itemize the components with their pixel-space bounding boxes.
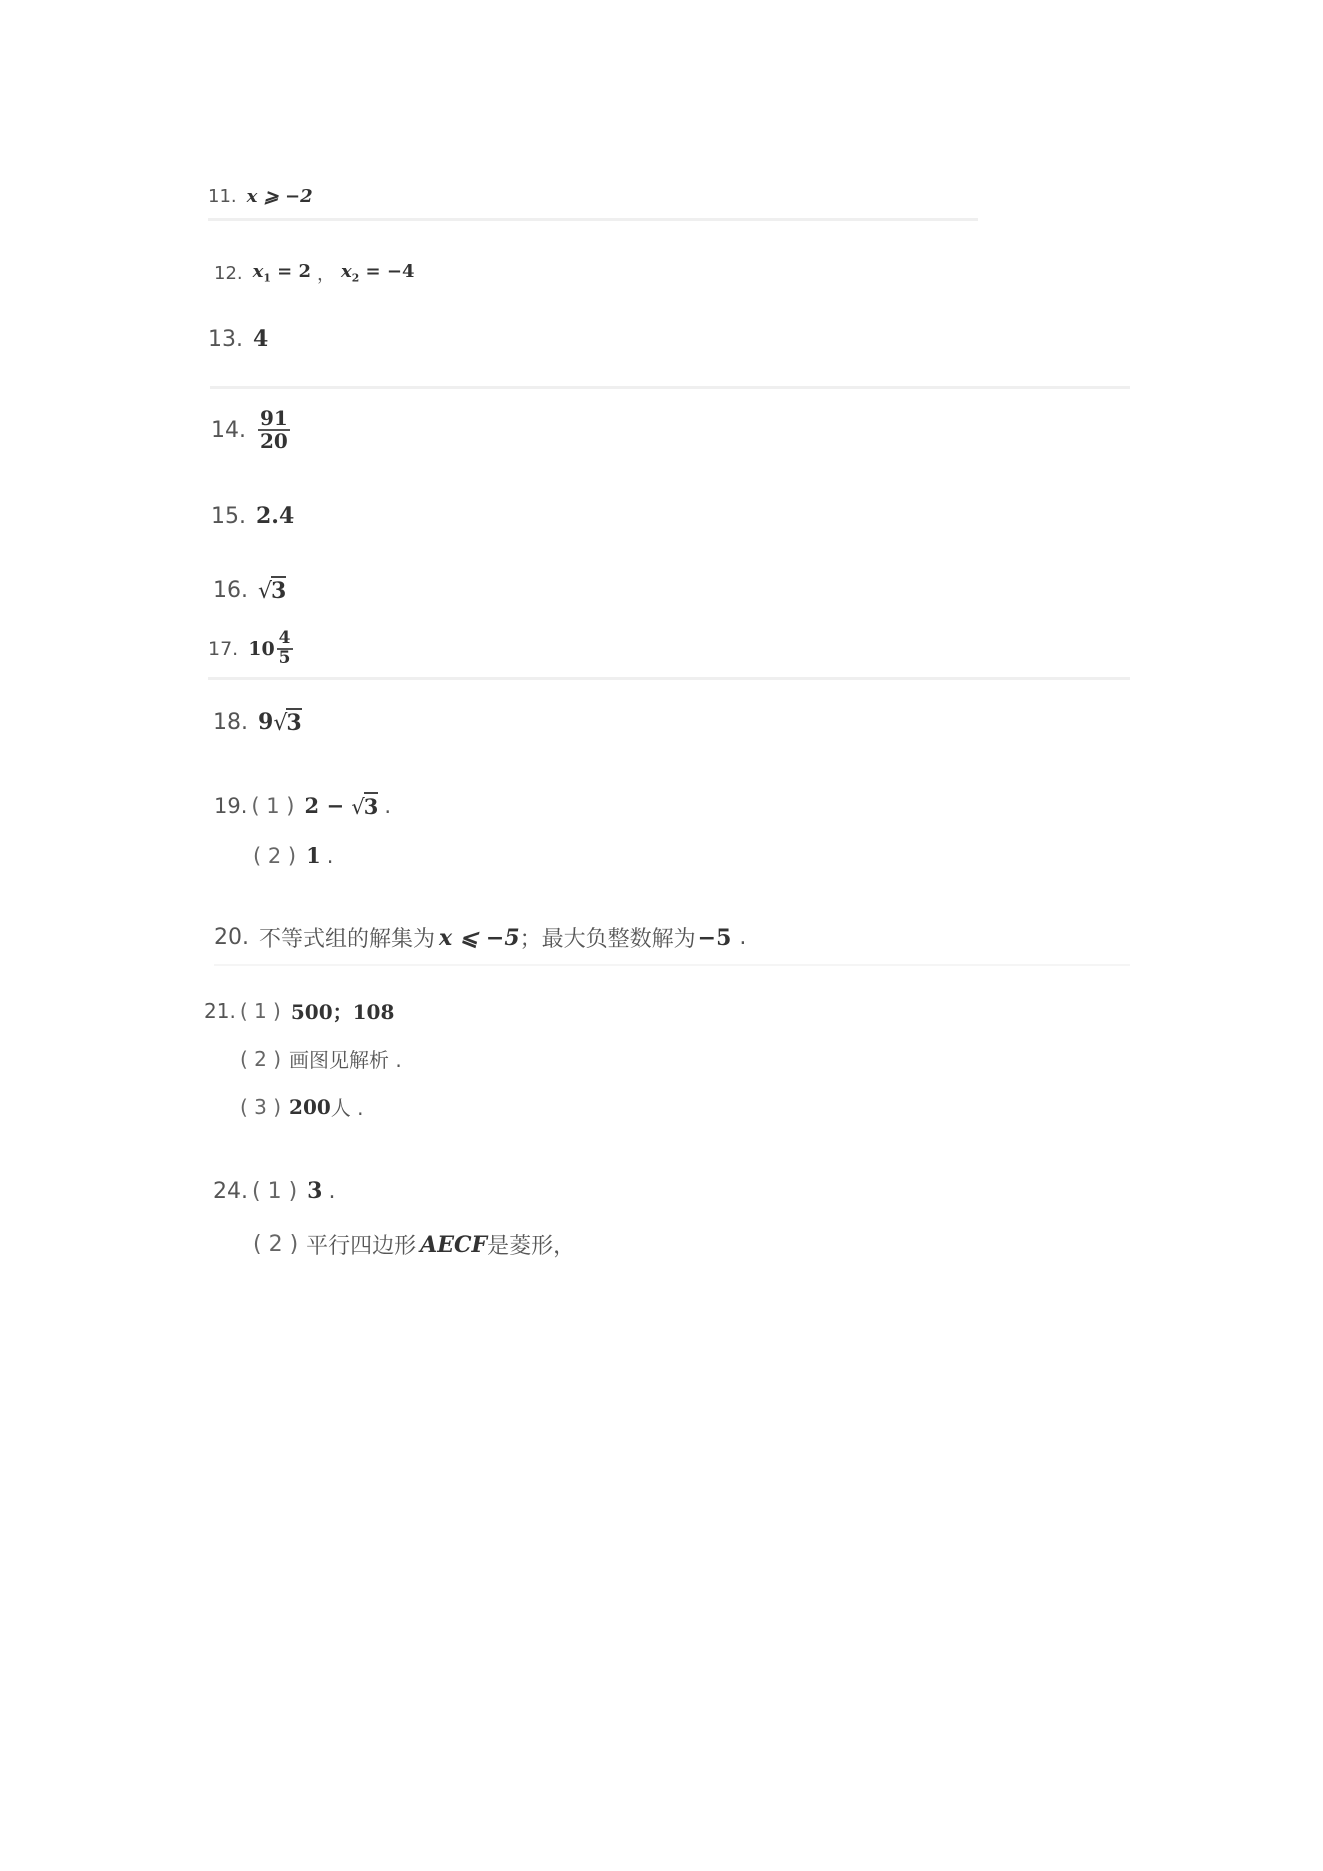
- period: .: [328, 1178, 336, 1204]
- answer-text: 人 .: [330, 1096, 364, 1120]
- answer-21-part-2: [240, 1044, 402, 1073]
- comma: ，: [317, 264, 336, 285]
- answer-number: 11.: [208, 186, 237, 207]
- answer-number: 20.: [214, 925, 249, 950]
- radicand: 3: [271, 578, 287, 604]
- answer-13: [208, 326, 268, 352]
- answer-text-1: 平行四边形: [306, 1234, 417, 1259]
- divider: [214, 964, 1130, 966]
- part-label: ( 1 ): [239, 998, 281, 1023]
- answer-11: [208, 186, 313, 207]
- answer-12: [214, 260, 415, 286]
- coefficient: 9: [258, 709, 274, 735]
- answer-15: [211, 503, 294, 529]
- answer-value: 1: [306, 843, 321, 868]
- var-x1: x: [252, 261, 264, 283]
- answer-17: [208, 630, 295, 668]
- part-label: ( 2 ): [253, 843, 297, 868]
- answer-number: 12.: [214, 262, 243, 284]
- divider: [208, 677, 1130, 680]
- answer-number: 19.: [214, 793, 248, 818]
- answer-20: [214, 922, 746, 953]
- answer-expression: x ⩽ −5: [439, 924, 520, 951]
- answer-value: 2.4: [256, 503, 295, 529]
- whole-part: 10: [248, 637, 275, 660]
- answer-text: 画图见解析 .: [289, 1048, 402, 1072]
- answer-value: 500；108: [290, 1000, 395, 1024]
- part-label: ( 1 ): [251, 793, 295, 818]
- answer-number: 13.: [208, 326, 243, 352]
- answer-expression-2: −5: [697, 924, 732, 951]
- answer-number: 17.: [208, 637, 239, 660]
- square-root: [273, 708, 301, 736]
- square-root: [351, 792, 378, 819]
- answer-16: [213, 576, 286, 604]
- answer-expression: AECF: [420, 1231, 488, 1258]
- fraction: [258, 408, 290, 452]
- answer-number: 18.: [213, 709, 248, 735]
- part-label: ( 2 ): [253, 1232, 299, 1257]
- period: .: [326, 843, 334, 868]
- answer-expression: $x_1 = 2$: [252, 261, 312, 285]
- answer-19-part-2: [253, 843, 333, 868]
- divider: [210, 386, 1130, 389]
- answer-21-part-3: [240, 1092, 364, 1121]
- var-x2: x: [341, 261, 352, 283]
- answer-21-part-1: [204, 996, 394, 1025]
- part-label: ( 3 ): [240, 1094, 282, 1119]
- answer-14: [211, 408, 292, 452]
- answer-expression: x ⩾ −2: [246, 186, 313, 207]
- x2-value: = −4: [359, 261, 415, 283]
- answer-19-part-1: [214, 792, 391, 819]
- radicand: 3: [286, 710, 302, 736]
- answer-text-1: 不等式组的解集为: [259, 927, 436, 952]
- answer-number: 24.: [213, 1178, 248, 1204]
- answer-value: 200: [289, 1094, 331, 1119]
- radicand: 3: [363, 794, 379, 819]
- answer-value: 4: [253, 326, 269, 352]
- divider: [208, 218, 978, 221]
- expression-prefix: 2 −: [304, 793, 352, 818]
- radical-sign: √: [273, 711, 288, 736]
- fraction: [277, 630, 293, 668]
- answer-24-part-1: [213, 1178, 335, 1204]
- period: .: [739, 925, 747, 950]
- period: .: [384, 793, 392, 818]
- radical-sign: √: [351, 795, 365, 819]
- answer-18: [213, 708, 302, 736]
- part-label: ( 2 ): [240, 1046, 282, 1071]
- denominator: 5: [278, 647, 291, 668]
- answer-number: 16.: [213, 577, 248, 603]
- radical-sign: √: [258, 579, 273, 604]
- numerator: 4: [278, 628, 291, 648]
- answer-number: 14.: [211, 417, 246, 443]
- answer-number: 15.: [211, 503, 246, 529]
- answer-number: 21.: [204, 998, 236, 1023]
- answer-expression-2: $x_2 = -4$: [341, 261, 415, 285]
- answer-text-2: 是菱形，: [487, 1234, 576, 1259]
- answer-24-part-2: [253, 1229, 575, 1260]
- x1-value: = 2: [270, 261, 312, 283]
- denominator: 20: [260, 429, 288, 453]
- square-root: [258, 576, 286, 604]
- answer-text-2: ；最大负整数解为: [519, 927, 696, 952]
- part-label: ( 1 ): [252, 1178, 298, 1204]
- answer-value: 3: [307, 1178, 323, 1204]
- numerator: 91: [260, 406, 288, 430]
